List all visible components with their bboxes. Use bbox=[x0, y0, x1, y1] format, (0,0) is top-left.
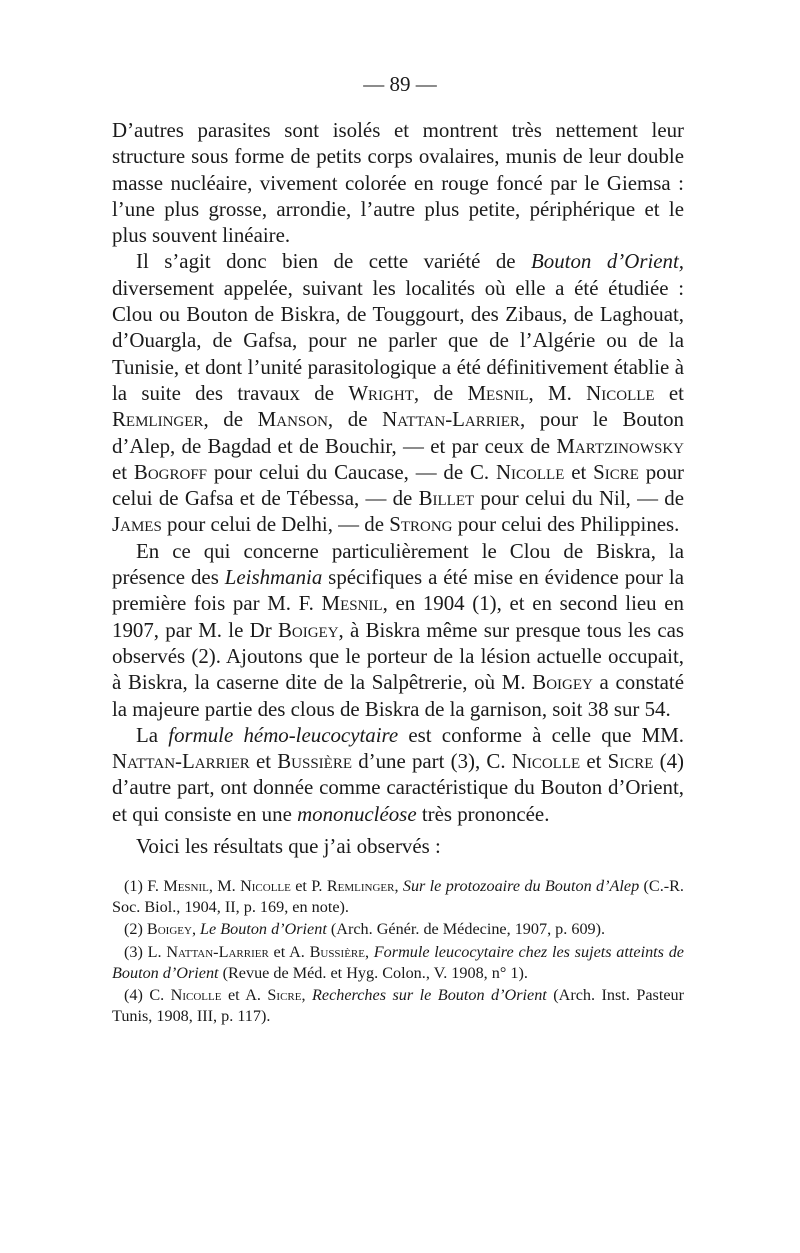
fn1-t2: , M. bbox=[208, 877, 241, 895]
p5-text: Voici les résultats que j’ai observés : bbox=[136, 834, 441, 859]
p3-t2: spécifiques a été mise en évidence pour la première fois par M. F. bbox=[112, 565, 685, 616]
footnote-4 bbox=[112, 985, 684, 1027]
fn1-t4: , bbox=[394, 877, 403, 895]
p3-t1: En ce qui concerne particulièrement le Clou de Biskra, la présence des bbox=[112, 538, 684, 590]
author-nattan-larrier: Nattan-Larrier bbox=[112, 749, 250, 774]
p4-t3: et bbox=[249, 749, 278, 774]
fn2-t2: , bbox=[191, 920, 201, 939]
fn4-title: Recherches sur le Bouton d’Orient bbox=[312, 986, 547, 1005]
p2-t5: et bbox=[654, 380, 684, 405]
p2-t15: pour celui des Philippines. bbox=[452, 512, 680, 537]
fn1-sc1: Mesnil bbox=[163, 877, 209, 895]
p2-t11: et bbox=[564, 459, 594, 484]
fn3-t4: (Revue de Méd. et Hyg. Colon., V. 1908, n° 1). bbox=[218, 963, 528, 982]
footnote-3 bbox=[112, 942, 684, 984]
p3-t4: , à Biskra même sur presque tous les cas observés (2). Ajoutons que le porteur de la lésion actuelle occupait, à Biskra, la caserne dite de la Salpêtrerie, où M. bbox=[112, 617, 684, 695]
fn2-title: Le Bouton d’Orient bbox=[200, 920, 327, 939]
p1-text: D’autres parasites sont isolés et montrent très nettement leur structure sous forme de petits corps ovalaires, munis de leur double masse nucléaire, vivement colorée en rouge foncé par le Giemsa : l’une plus grosse, arrondie, l’autre plus petite, périphérique et le plus souvent linéaire. bbox=[112, 118, 684, 248]
p3-t5: a constaté la majeure partie des clous de Biskra de la garnison, soit 38 sur 54. bbox=[112, 670, 684, 721]
fn4-t4: (Arch. Inst. Pasteur Tunis, 1908, III, p. 117). bbox=[112, 986, 684, 1026]
author-mesnil: Mesnil bbox=[321, 591, 383, 616]
fn1-sc3: Remlinger bbox=[326, 877, 395, 895]
p2-t13: pour celui du Nil, — de bbox=[474, 486, 684, 511]
p2-t6: , de bbox=[203, 407, 258, 432]
fn4-t3: , bbox=[301, 986, 313, 1005]
fn2-t1: (2) bbox=[124, 920, 147, 939]
author-boigey: Boigey bbox=[277, 617, 339, 642]
author-martzinowsky: Martzinowsky bbox=[556, 433, 684, 458]
author-sicre: Sicre bbox=[607, 749, 654, 774]
footnote-1 bbox=[112, 876, 684, 918]
fn1-t3: et P. bbox=[290, 877, 327, 895]
p2-t10: pour celui du Caucase, — de C. bbox=[207, 459, 496, 484]
p2-t8: , pour le Bouton d’Alep, de Bagdad et de Bouchir, — et par ceux de bbox=[112, 407, 684, 458]
paragraph-5 bbox=[112, 833, 684, 859]
fn3-t2: et A. bbox=[268, 942, 310, 961]
p3-t3: , en 1904 (1), et en second lieu en 1907, par M. le Dr bbox=[112, 591, 684, 642]
fn2-t3: (Arch. Génér. de Médecine, 1907, p. 609). bbox=[326, 920, 606, 939]
author-billet: Billet bbox=[418, 486, 475, 511]
fn3-t3: , bbox=[365, 942, 374, 961]
author-nattan-larrier: Nattan-Larrier bbox=[382, 407, 520, 432]
fn1-sc2: Nicolle bbox=[240, 877, 291, 895]
paragraph-1 bbox=[112, 117, 684, 248]
author-mesnil: Mesnil bbox=[467, 380, 529, 405]
author-nicolle: Nicolle bbox=[495, 459, 565, 484]
p2-i1: Bouton d’Orient, bbox=[531, 249, 684, 274]
p4-t5: et bbox=[580, 749, 608, 774]
fn3-t1: (3) L. bbox=[124, 942, 167, 961]
p2-t1: Il s’agit donc bien de cette variété de bbox=[136, 249, 532, 274]
body-text bbox=[112, 117, 684, 859]
fn3-title: Formule leucocytaire chez les sujets atteints de Bouton d’Orient bbox=[112, 942, 684, 982]
p2-t4: , M. bbox=[528, 380, 587, 405]
author-bussiere: Bussière bbox=[277, 749, 353, 774]
p4-t2: est conforme à celle que MM. bbox=[398, 722, 684, 747]
author-james: James bbox=[112, 512, 162, 537]
fn3-sc2: Bussière bbox=[309, 942, 365, 961]
footnotes bbox=[112, 876, 684, 1028]
author-wright: Wright bbox=[348, 380, 414, 405]
author-bogroff: Bogroff bbox=[133, 459, 208, 484]
p4-i1: formule hémo-leucocytaire bbox=[168, 722, 399, 747]
fn4-sc1: Nicolle bbox=[170, 986, 222, 1005]
p2-t7: , de bbox=[327, 407, 383, 432]
fn4-t2: et A. bbox=[221, 986, 268, 1005]
p4-t7: très prononcée. bbox=[416, 801, 550, 826]
author-manson: Manson bbox=[257, 407, 328, 432]
paragraph-2 bbox=[112, 248, 684, 537]
p2-t9: et bbox=[112, 459, 134, 484]
author-strong: Strong bbox=[389, 512, 453, 537]
author-remlinger: Remlinger bbox=[112, 407, 204, 432]
p2-t2: diversement appelée, suivant les localités où elle a été étudiée : Clou ou Bouton de Biskra, de Touggourt, des Zibaus, de Laghouat, d’Ouargla, de Gafsa, pour ne parler que de l’Algérie ou de la Tunisie, et dont l’unité parasitologique a été définitivement établie à la suite des travaux de bbox=[112, 275, 684, 405]
fn1-title: Sur le protozoaire du Bouton d’Alep bbox=[402, 877, 640, 895]
fn1-t5: (C.-R. Soc. Biol., 1904, II, p. 169, en note). bbox=[112, 877, 684, 917]
p2-t14: pour celui de Delhi, — de bbox=[161, 512, 390, 537]
author-boigey: Boigey bbox=[532, 670, 593, 695]
fn2-sc1: Boigey bbox=[146, 920, 192, 939]
p3-i1: Leishmania bbox=[224, 565, 323, 590]
author-nicolle: Nicolle bbox=[511, 749, 581, 774]
p4-t4: d’une part (3), C. bbox=[352, 749, 512, 774]
author-sicre: Sicre bbox=[593, 459, 639, 484]
paragraph-4 bbox=[112, 722, 684, 827]
footnote-2 bbox=[112, 919, 684, 940]
p2-t12: pour celui de Gafsa et de Tébessa, — de bbox=[112, 459, 685, 511]
p2-t3: , de bbox=[413, 380, 468, 405]
p4-t1: La bbox=[136, 722, 169, 747]
fn4-t1: (4) C. bbox=[124, 986, 171, 1005]
fn3-sc1: Nattan-Larrier bbox=[166, 942, 269, 961]
fn1-t1: (1) F. bbox=[124, 877, 164, 895]
paragraph-3 bbox=[112, 538, 684, 722]
p4-t6: (4) d’autre part, ont donnée comme caractéristique du Bouton d’Orient, et qui consiste en une bbox=[112, 749, 684, 826]
p4-i2: mononucléose bbox=[297, 801, 417, 826]
fn4-sc2: Sicre bbox=[267, 986, 302, 1005]
page-number: — 89 — bbox=[363, 72, 437, 96]
author-nicolle: Nicolle bbox=[586, 380, 655, 405]
